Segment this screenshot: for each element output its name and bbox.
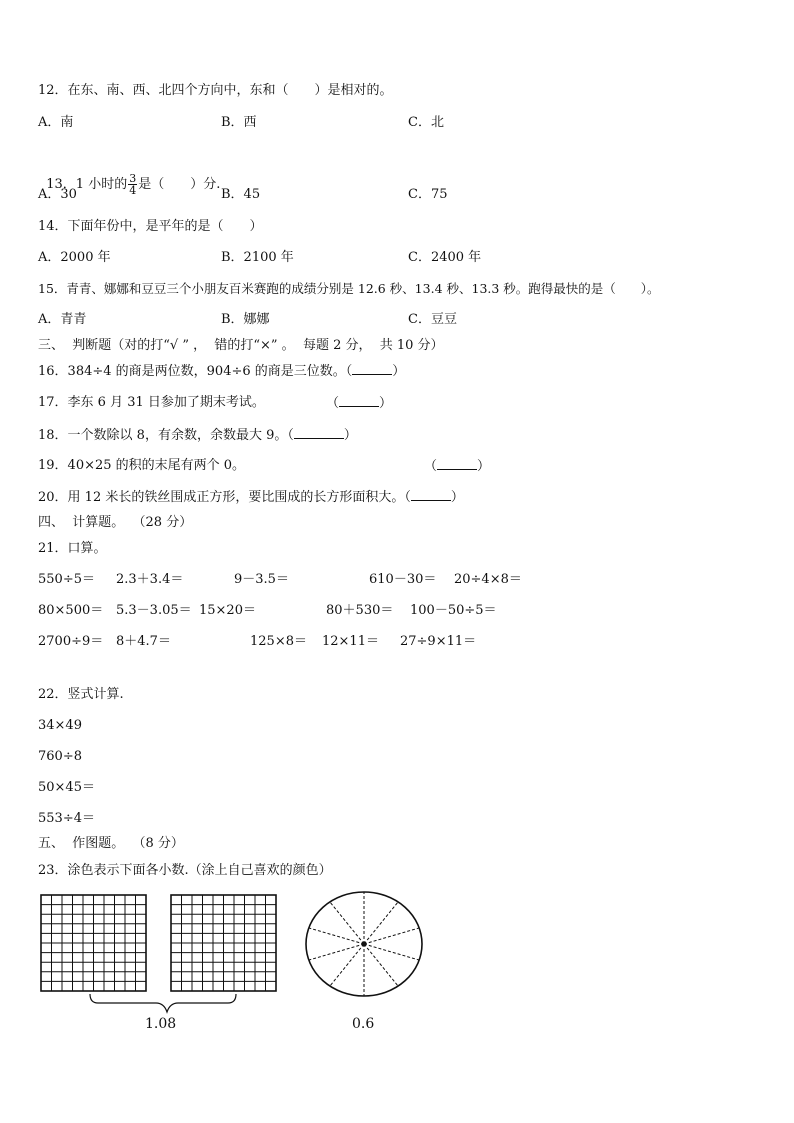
- q15-option-b: B．娜娜: [221, 312, 270, 327]
- section-3-heading: 三、 判断题（对的打“√ ” ， 错的打“×” 。 每题 2 分， 共 10 分）: [38, 338, 444, 353]
- q17-paren-open: （: [326, 396, 340, 411]
- vertical-calc-item: 34×49: [38, 718, 82, 733]
- vertical-calc-item: 553÷4＝: [38, 811, 95, 826]
- question-17: 17．李东 6 月 31 日参加了期末考试。: [38, 395, 265, 410]
- q15-option-a: A．青青: [38, 312, 87, 327]
- q18-text: 18．一个数除以 8，有余数，余数最大 9。（: [38, 428, 294, 443]
- q20-paren-close: ）: [450, 490, 464, 505]
- vertical-calc-item: 50×45＝: [38, 780, 95, 795]
- q14-option-c: C．2400 年: [408, 250, 482, 265]
- q18-paren-close: ）: [343, 428, 357, 443]
- q20-text: 20．用 12 米长的铁丝围成正方形，要比围成的长方形面积大。（: [38, 490, 411, 505]
- q19-paren-close: ）: [477, 459, 491, 474]
- q14-option-b: B．2100 年: [221, 250, 294, 265]
- question-23: 23．涂色表示下面各小数.（涂上自己喜欢的颜色）: [38, 863, 332, 878]
- hundred-grid-right[interactable]: [171, 895, 276, 991]
- question-14: 14．下面年份中，是平年的是（ ）: [38, 219, 263, 234]
- q13-option-b: B．45: [221, 187, 261, 202]
- calc-item: 80＋530＝: [326, 603, 394, 618]
- calc-item: 2.3＋3.4＝: [116, 572, 184, 587]
- calc-item: 27÷9×11＝: [400, 634, 477, 649]
- grid-value-label: 1.08: [145, 1016, 177, 1032]
- circle-value-label: 0.6: [352, 1016, 375, 1032]
- calc-item: 5.3－3.05＝: [116, 603, 192, 618]
- calc-item: 12×11＝: [322, 634, 379, 649]
- calc-item: 610－30＝: [369, 572, 437, 587]
- q17-paren-close: ）: [379, 396, 393, 411]
- calc-item: 9－3.5＝: [234, 572, 289, 587]
- calc-item: 8＋4.7＝: [116, 634, 171, 649]
- section-5-heading: 五、 作图题。 （8 分）: [38, 836, 184, 851]
- vertical-calc-item: 760÷8: [38, 749, 82, 764]
- calc-item: 15×20＝: [199, 603, 256, 618]
- q12-option-a: A．南: [38, 115, 74, 130]
- calc-item: 2700÷9＝: [38, 634, 104, 649]
- q19-paren-open: （: [424, 459, 438, 474]
- calc-item: 80×500＝: [38, 603, 104, 618]
- calc-item: 125×8＝: [250, 634, 307, 649]
- q16-text: 16．384÷4 的商是两位数，904÷6 的商是三位数。（: [38, 364, 353, 379]
- decimal-circle[interactable]: [306, 892, 422, 996]
- question-12: 12．在东、南、西、北四个方向中，东和（ ）是相对的。: [38, 83, 393, 98]
- question-22: 22．竖式计算.: [38, 687, 124, 702]
- calc-item: 550÷5＝: [38, 572, 95, 587]
- fraction-numerator: 3: [129, 172, 137, 185]
- q14-option-a: A．2000 年: [38, 250, 111, 265]
- q13-stem-post: 是（ ）分.: [138, 177, 221, 192]
- fraction-denominator: 4: [129, 184, 137, 197]
- q16-paren-close: ）: [392, 364, 406, 379]
- q12-option-b: B．西: [221, 115, 257, 130]
- section-4-heading: 四、 计算题。 （28 分）: [38, 515, 193, 530]
- calc-item: 20÷4×8＝: [454, 572, 522, 587]
- q13-option-c: C．75: [408, 187, 448, 202]
- q13-stem-pre: 13．1 小时的: [46, 177, 128, 192]
- question-19: 19．40×25 的积的末尾有两个 0。: [38, 458, 246, 473]
- q15-option-c: C．豆豆: [408, 312, 457, 327]
- question-15: 15．青青、娜娜和豆豆三个小朋友百米赛跑的成绩分别是 12.6 秒、13.4 秒、13.3 秒。跑得最快的是（ ）。: [38, 281, 660, 296]
- hundred-grid-left[interactable]: [41, 895, 146, 991]
- brace-icon: [90, 994, 236, 1012]
- q13-option-a: A．30: [38, 187, 77, 202]
- q12-option-c: C．北: [408, 115, 444, 130]
- question-21: 21．口算。: [38, 541, 107, 556]
- calc-item: 100－50÷5＝: [410, 603, 497, 618]
